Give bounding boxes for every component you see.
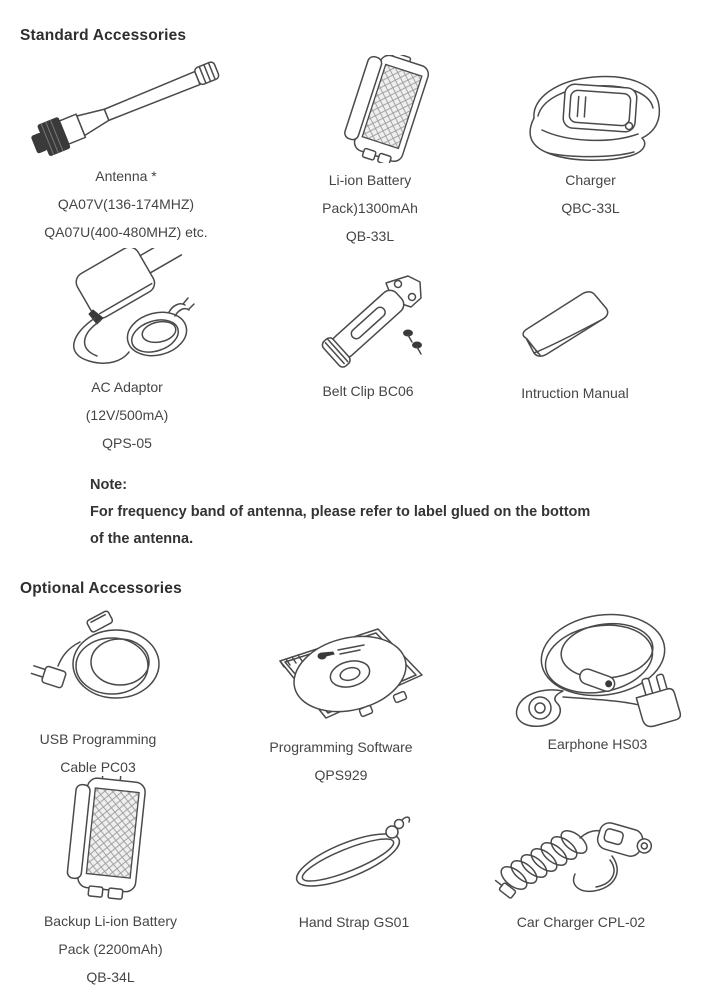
caption-line: QA07V(136-174MHZ): [57, 196, 195, 212]
belt-clip-caption: [288, 377, 448, 405]
caption-line: (12V/500mA): [85, 407, 169, 423]
earphone-icon: [503, 603, 693, 731]
earphone-figure: [503, 603, 693, 731]
hand-strap-figure: [288, 810, 413, 902]
note-label: Note:: [90, 477, 128, 493]
hand-strap-icon: [288, 810, 413, 902]
software-cd-icon: [260, 623, 435, 723]
charger-figure: [512, 68, 672, 164]
caption-line: Pack)1300mAh: [322, 200, 418, 216]
caption-line: Car Charger CPL-02: [516, 914, 646, 930]
standard-accessories-heading: Standard Accessories: [20, 27, 187, 44]
earphone-caption: [510, 730, 685, 758]
note-line: of the antenna.: [90, 531, 194, 547]
caption-line: USB Programming: [39, 731, 157, 747]
caption-line: Pack (2200mAh): [58, 941, 163, 957]
antenna-caption: [10, 162, 242, 246]
battery-figure: [330, 55, 445, 163]
optional-accessories-heading: Optional Accessories: [20, 580, 182, 597]
charger-icon: [512, 68, 672, 164]
caption-line: QB-34L: [86, 969, 135, 985]
caption-line: AC Adaptor: [91, 379, 163, 395]
caption-line: QB-33L: [345, 228, 395, 244]
car-charger-figure: [492, 806, 657, 903]
battery-icon: [330, 55, 445, 163]
caption-line: Hand Strap GS01: [298, 914, 410, 930]
battery-caption: [275, 166, 465, 250]
manual-figure: [516, 286, 616, 364]
backup-battery-figure: [52, 776, 172, 904]
caption-line: QA07U(400-480MHZ) etc.: [44, 224, 208, 240]
caption-line: QPS-05: [102, 435, 152, 451]
caption-line: Earphone HS03: [547, 736, 648, 752]
software-caption: [250, 733, 432, 789]
caption-line: Intruction Manual: [521, 385, 629, 401]
usb-cable-figure: [28, 606, 168, 721]
caption-line: Antenna *: [95, 168, 157, 184]
caption-line: Cable PC03: [60, 759, 136, 775]
caption-line: Programming Software: [269, 739, 413, 755]
antenna-figure: [25, 52, 237, 160]
manual-icon: [516, 286, 616, 364]
manual-caption: [490, 379, 660, 407]
ac-adaptor-caption: [37, 373, 217, 457]
caption-line: QPS929: [314, 767, 368, 783]
car-charger-icon: [492, 806, 657, 903]
note-block: [90, 472, 650, 553]
belt-clip-icon: [318, 273, 430, 369]
usb-cable-icon: [28, 606, 168, 721]
antenna-icon: [25, 52, 237, 160]
backup-battery-icon: [52, 776, 172, 904]
caption-line: Belt Clip BC06: [322, 383, 414, 399]
note-line: For frequency band of antenna, please refer to label glued on the bottom: [90, 504, 591, 520]
charger-caption: [508, 166, 673, 222]
ac-adaptor-icon: [57, 248, 207, 372]
belt-clip-figure: [318, 273, 430, 369]
backup-battery-caption: [13, 907, 208, 991]
ac-adaptor-figure: [57, 248, 207, 372]
caption-line: Backup Li-ion Battery: [43, 913, 178, 929]
car-charger-caption: [490, 908, 672, 936]
caption-line: Charger: [565, 172, 616, 188]
caption-line: Li-ion Battery: [328, 172, 412, 188]
software-figure: [260, 623, 435, 723]
caption-line: QBC-33L: [561, 200, 620, 216]
hand-strap-caption: [273, 908, 435, 936]
usb-cable-caption: [8, 725, 188, 781]
